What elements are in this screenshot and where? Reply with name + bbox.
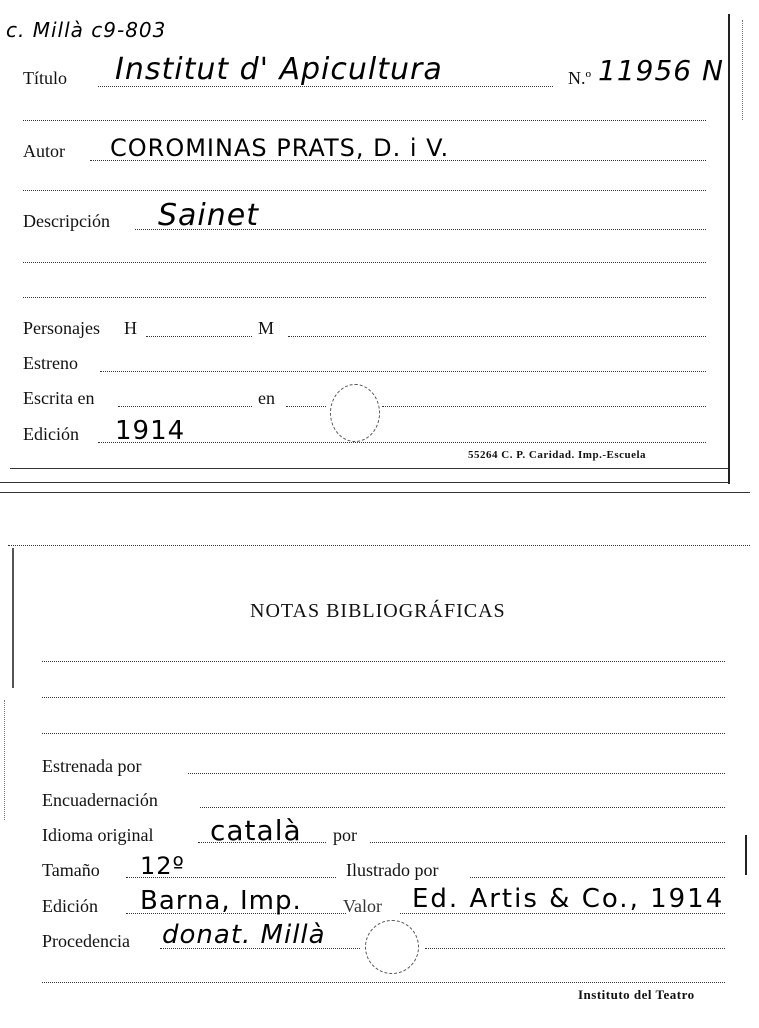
descripcion-line-3: [23, 297, 706, 298]
notas-line-3: [42, 733, 725, 734]
punch-hole-2: [365, 920, 419, 974]
scan-noise: [742, 20, 743, 120]
titulo-line-2: [23, 120, 706, 121]
edicion-value: 1914: [115, 416, 186, 446]
idioma-value: català: [210, 814, 302, 847]
autor-label: Autor: [23, 141, 65, 161]
card2-left-edge: [12, 548, 14, 688]
archive-note: c. Millà c9-803: [6, 18, 167, 42]
titulo-value: Institut d' Apicultura: [115, 52, 443, 87]
idioma-por-line: [370, 842, 725, 843]
ilustrado-line: [470, 877, 725, 878]
personajes-h-line: [146, 336, 252, 337]
printer-imprint: 55264 C. P. Caridad. Imp.-Escuela: [468, 449, 647, 461]
idioma-label: Idioma original: [42, 825, 154, 845]
estrenada-line: [188, 773, 725, 774]
procedencia-label: Procedencia: [42, 931, 130, 951]
estrenada-label: Estrenada por: [42, 756, 142, 776]
encuadernacion-line: [200, 807, 725, 808]
titulo-label: Título: [23, 68, 67, 88]
procedencia-line-2: [425, 948, 725, 949]
notas-line-2: [42, 697, 725, 698]
edicion-line: [98, 442, 706, 443]
page-divider: [0, 492, 750, 493]
personajes-m-label: M: [258, 318, 275, 338]
personajes-m-line: [288, 336, 706, 337]
escrita-en-line-2: [382, 406, 706, 407]
idioma-por-label: por: [333, 825, 357, 845]
bottom-line: [42, 982, 725, 983]
edicion-label: Edición: [23, 424, 79, 444]
tamano-label: Tamaño: [42, 860, 100, 880]
escrita-label: Escrita en: [23, 388, 95, 408]
punch-hole: [330, 384, 380, 442]
card2-top-edge: [8, 545, 750, 546]
valor-label: Valor: [343, 896, 382, 916]
numero-label: N.º: [568, 68, 592, 88]
descripcion-line-2: [23, 262, 706, 263]
procedencia-value: donat. Millà: [162, 920, 326, 950]
personajes-label: Personajes: [23, 318, 100, 338]
descripcion-label: Descripción: [23, 211, 110, 231]
descripcion-value: Sainet: [158, 198, 259, 233]
card2-right-mark: [745, 835, 747, 875]
autor-value: COROMINAS PRATS, D. i V.: [110, 134, 450, 162]
ilustrado-label: Ilustrado por: [346, 860, 439, 880]
personajes-h-label: H: [124, 318, 137, 338]
valor-value: Ed. Artis & Co., 1914: [412, 884, 725, 914]
notas-heading: NOTAS BIBLIOGRÁFICAS: [250, 600, 506, 622]
escrita-en-line: [286, 406, 326, 407]
estreno-line: [100, 371, 706, 372]
autor-line-2: [23, 190, 706, 191]
escrita-line: [118, 406, 252, 407]
card-border: [728, 14, 730, 484]
footer-imprint: Instituto del Teatro: [578, 987, 695, 1002]
escrita-en-label: en: [258, 388, 275, 408]
tamano-value: 12º: [140, 852, 185, 880]
estreno-label: Estreno: [23, 353, 78, 373]
edicion2-label: Edición: [42, 896, 98, 916]
printer-rule: [10, 468, 728, 469]
edicion2-value: Barna, Imp.: [140, 886, 302, 916]
encuadernacion-label: Encuadernación: [42, 790, 158, 810]
notas-line-1: [42, 661, 725, 662]
scan-noise-left: [4, 700, 5, 820]
card-bottom-edge: [0, 482, 730, 483]
numero-value: 11956 N: [598, 54, 724, 87]
